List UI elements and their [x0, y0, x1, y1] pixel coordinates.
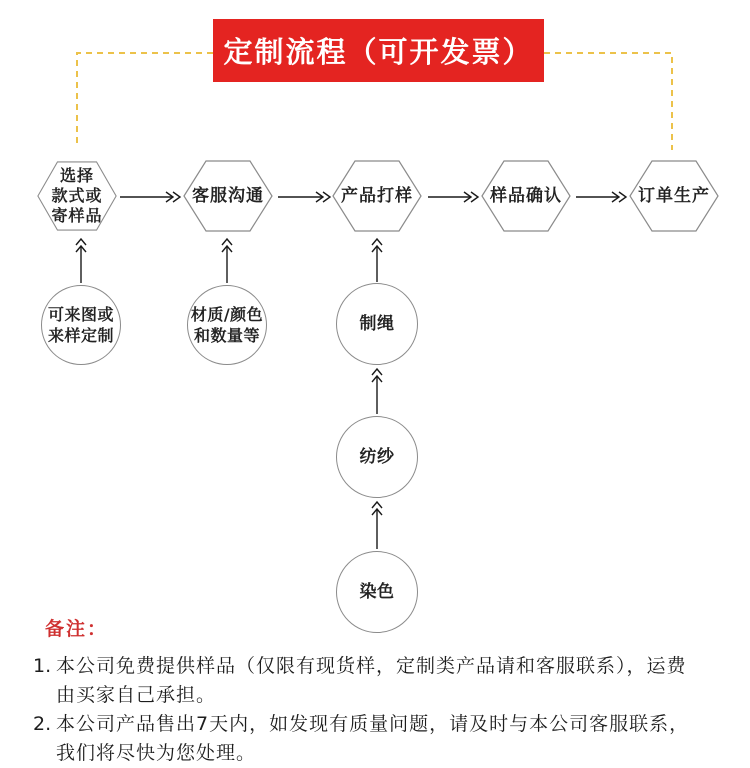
- arrow-hex1-hex2: [120, 192, 180, 202]
- circle-label-line: 材质/颜色: [190, 305, 264, 324]
- arrow-spin-rope: [372, 369, 382, 414]
- title-banner: [213, 19, 544, 82]
- remark-item-2: [0, 710, 750, 768]
- dashed-line-left: [77, 53, 213, 148]
- circle-label-line: 纺纱: [359, 446, 395, 467]
- circle-label-line: 和数量等: [193, 326, 260, 345]
- arrow-hex3-hex4: [428, 192, 478, 202]
- circle-rope-making: [336, 283, 418, 365]
- hexagon-label-line: 寄样品: [51, 206, 103, 225]
- hexagon-customer-service: [183, 158, 273, 234]
- hexagon-sample-confirm: [481, 158, 571, 234]
- title-banner-text: 定制流程（可开发票）: [223, 35, 534, 69]
- arrow-hex4-hex5: [576, 192, 626, 202]
- hexagon-label-line: 订单生产: [638, 185, 710, 206]
- arrow-circle1-hex1: [76, 239, 86, 283]
- circle-label-line: 制绳: [359, 313, 395, 334]
- circle-label-line: 染色: [359, 581, 395, 602]
- hexagon-label-line: 选择: [59, 166, 94, 185]
- arrow-rope-hex3: [372, 239, 382, 282]
- remarks-section: [0, 614, 750, 768]
- dashed-line-right: [544, 53, 672, 150]
- circle-artwork-or-sample: [41, 285, 121, 365]
- hexagon-label-line: 客服沟通: [192, 185, 264, 206]
- hexagon-label-line: 款式或: [51, 186, 103, 205]
- remarks-label: 备注：: [45, 618, 109, 640]
- hexagon-product-sampling: [332, 158, 422, 234]
- circle-spinning: [336, 416, 418, 498]
- hexagon-label-line: 产品打样: [341, 185, 413, 206]
- arrow-dye-spin: [372, 502, 382, 549]
- hexagon-select-style: [37, 159, 117, 233]
- remark-number: 2.: [33, 713, 52, 735]
- remark-text-line: 本公司产品售出7天内，如发现有质量问题，请及时与本公司客服联系，: [56, 713, 690, 735]
- hexagon-order-production: [629, 158, 719, 234]
- remark-text-line: 我们将尽快为您处理。: [56, 742, 257, 764]
- remark-item-1: [0, 652, 750, 710]
- hexagon-label-line: 样品确认: [490, 185, 562, 206]
- arrow-hex2-hex3: [278, 192, 330, 202]
- remark-number: 1.: [33, 655, 52, 677]
- remark-text-line: 由买家自己承担。: [56, 684, 217, 706]
- circle-label-line: 可来图或: [47, 305, 114, 324]
- remark-text-line: 本公司免费提供样品（仅限有现货样，定制类产品请和客服联系），运费: [56, 655, 687, 677]
- circle-material-color-qty: [187, 285, 267, 365]
- arrow-circle2-hex2: [222, 239, 232, 283]
- circle-label-line: 来样定制: [47, 326, 114, 345]
